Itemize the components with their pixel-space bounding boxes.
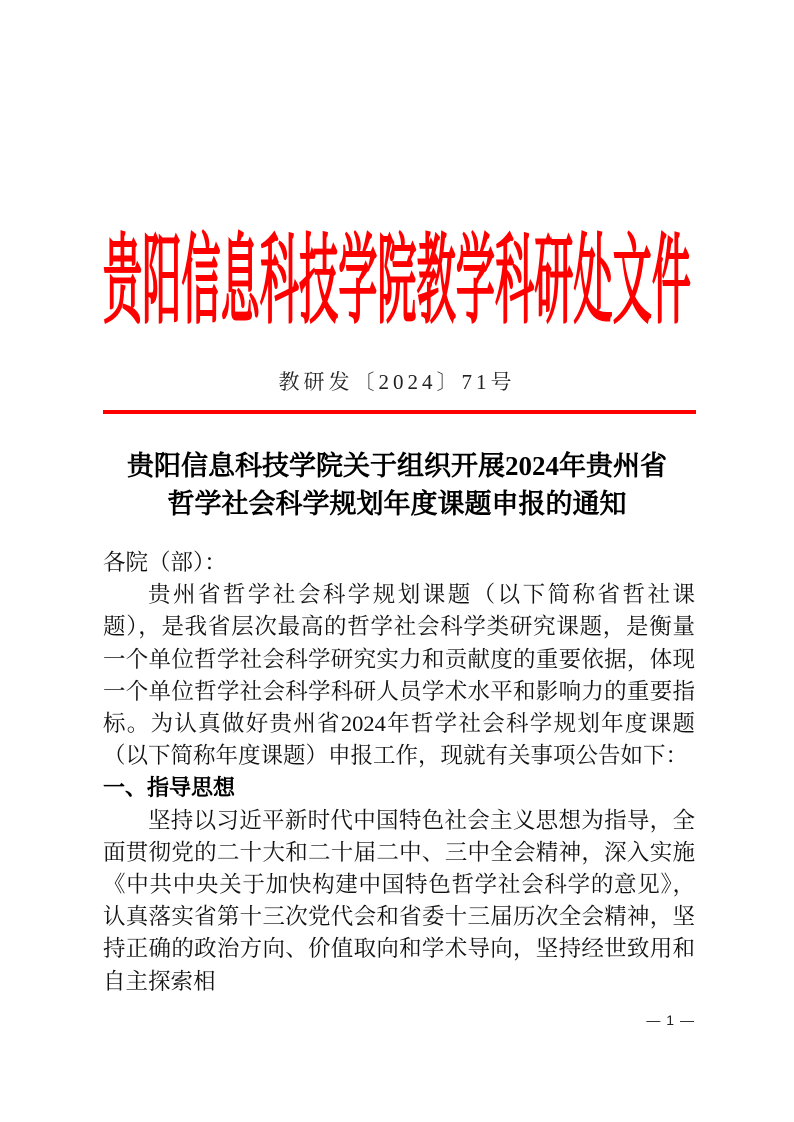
- masthead: [0, 225, 794, 336]
- document-body: [103, 547, 695, 998]
- page-number: — 1 —: [646, 1012, 695, 1028]
- masthead-title: 贵阳信息科技学院教学科研处文件: [103, 225, 691, 336]
- intro-paragraph: 贵州省哲学社会科学规划课题（以下简称省哲社课题），是我省层次最高的哲学社会科学类研究课题，是衡量一个单位哲学社会科学研究实力和贡献度的重要依据，体现一个单位哲学社会科学科研人员学术水平和影响力的重要指标。为认真做好贵州省2024年哲学社会科学规划年度课题（以下简称年度课题）申报工作，现就有关事项公告如下：: [103, 582, 695, 769]
- salutation: 各院（部）：: [103, 550, 227, 575]
- red-separator-rule: [103, 410, 696, 414]
- title-line-1: 贵阳信息科技学院关于组织开展2024年贵州省: [127, 451, 667, 481]
- section-1-paragraph: 坚持以习近平新时代中国特色社会主义思想为指导，全面贯彻党的二十大和二十届二中、三中全会精神，深入实施《中共中央关于加快构建中国特色哲学社会科学的意见》，认真落实省第十三次党代会和省委十三届历次全会精神，坚持正确的政治方向、价值取向和学术导向，坚持经世致用和自主探索相: [103, 807, 695, 994]
- doc-number: 教研发〔2024〕71号: [278, 370, 516, 394]
- section-1-heading: 一、指导思想: [103, 775, 236, 801]
- title-line-2: 哲学社会科学规划年度课题申报的通知: [167, 489, 627, 519]
- document-title: [50, 447, 744, 523]
- page-footer: [103, 1012, 695, 1028]
